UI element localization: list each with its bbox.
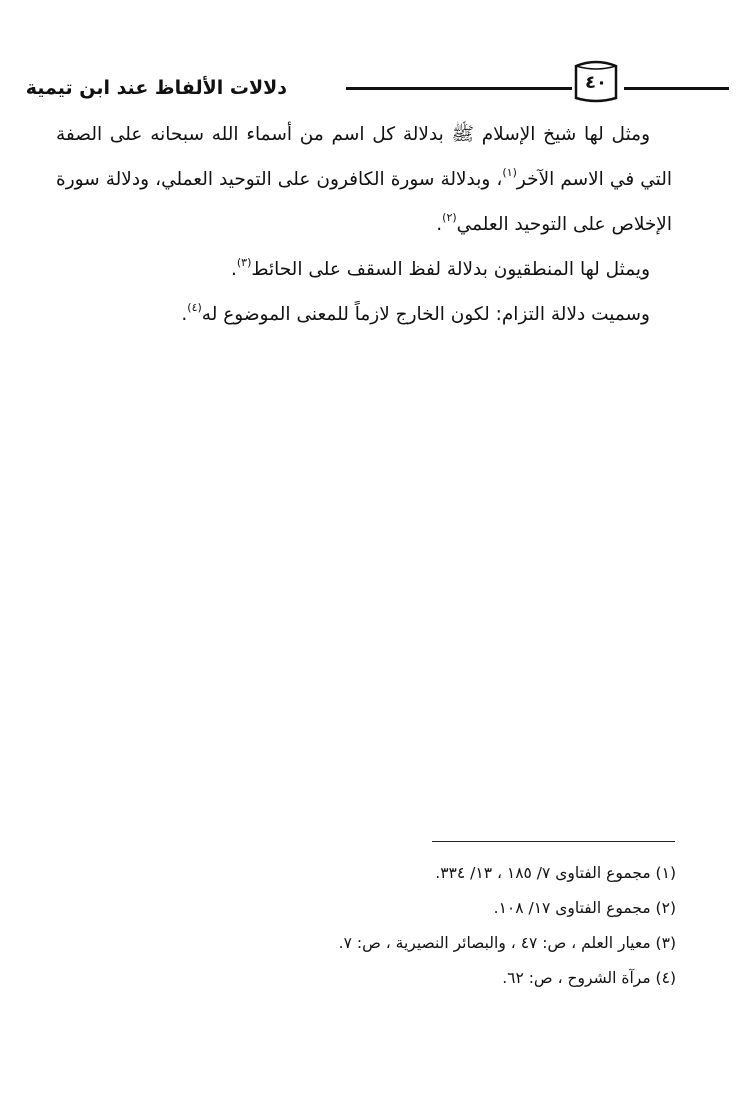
paragraph-3 <box>56 292 672 337</box>
page-number-frame <box>570 58 622 104</box>
footnote-ref-2: (٢) <box>442 211 457 224</box>
footnote-ref-1: (١) <box>502 166 517 179</box>
header-rule-right <box>624 87 729 90</box>
paragraph-1 <box>56 112 672 247</box>
paragraph-2-text: ويمثل لها المنطقيون بدلالة لفظ السقف على الحائط <box>251 259 650 280</box>
paragraph-1-text-2: ، وبدلالة سورة الكافرون على التوحيد العملي، ودلالة سورة الإخلاص على التوحيد العلمي <box>56 169 672 235</box>
footnote-ref-4: (٤) <box>187 301 202 314</box>
footnotes <box>56 856 676 996</box>
footnote-separator <box>432 841 675 842</box>
paragraph-2-end: . <box>230 259 237 280</box>
footnote-2: (٢) مجموع الفتاوى ١٧/ ١٠٨. <box>493 899 676 917</box>
page-header <box>25 58 672 108</box>
main-text <box>56 112 672 337</box>
footnote-ref-3: (٣) <box>236 256 252 269</box>
footnote-4: (٤) مرآة الشروح ، ص: ٦٢. <box>502 969 676 987</box>
page-number: ٤٠ <box>585 72 607 93</box>
running-title: دلالات الألفاظ عند ابن تيمية <box>25 77 287 99</box>
paragraph-3-end: . <box>181 304 188 325</box>
header-rule-left <box>346 87 572 90</box>
paragraph-1-text: ومثل لها شيخ الإسلام ﷺ بدلالة كل اسم من أسماء الله سبحانه على الصفة التي في الاسم الآخر <box>56 124 673 190</box>
footnote-1: (١) مجموع الفتاوى ٧/ ١٨٥ ، ١٣/ ٣٣٤. <box>435 864 676 882</box>
paragraph-1-end: . <box>436 214 443 235</box>
paragraph-3-text: وسميت دلالة التزام: لكون الخارج لازماً للمعنى الموضوع له <box>201 304 650 325</box>
paragraph-2 <box>56 247 672 292</box>
footnote-3: (٣) معيار العلم ، ص: ٤٧ ، والبصائر النصيرية ، ص: ٧. <box>338 934 676 952</box>
